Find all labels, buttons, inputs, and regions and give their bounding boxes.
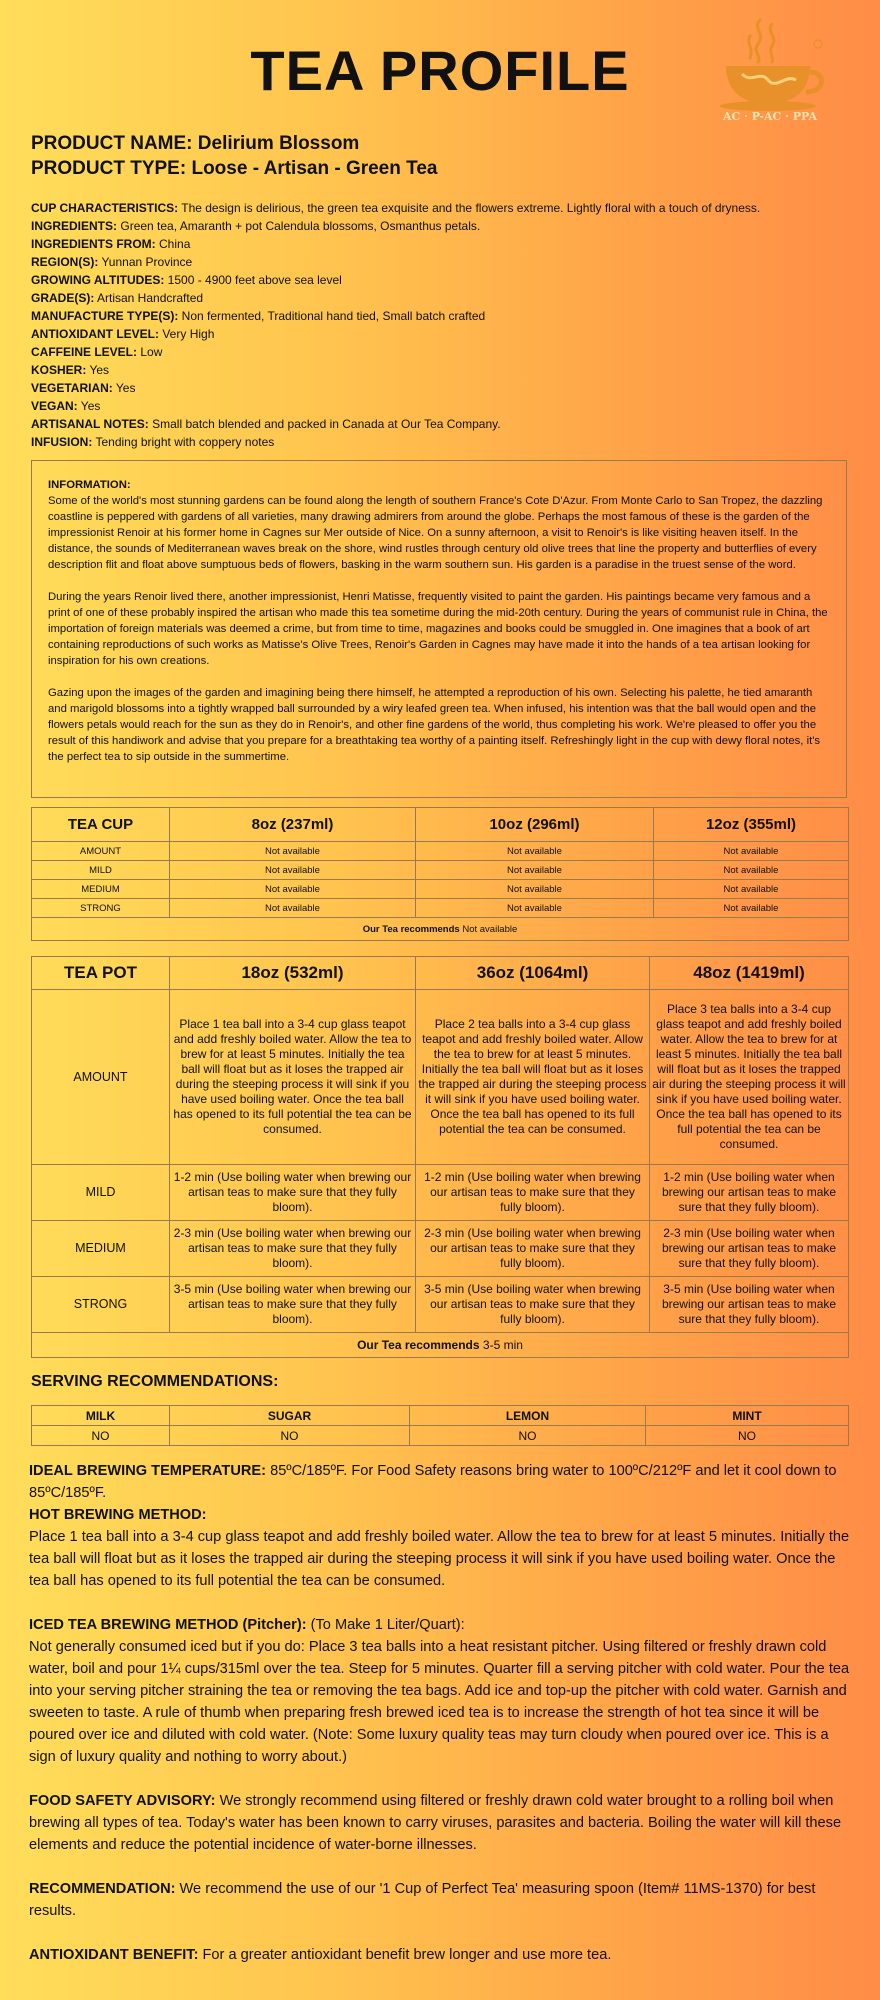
cell: Not available [654,899,849,918]
row-label: MILD [32,861,170,880]
cell: Place 1 tea ball into a 3-4 cup glass teapot and add freshly boiled water. Allow the tea to brew for at least 5 minutes. Initially the tea ball will float but as it loses the trapped air during the steeping process it will sink if you have used boiling water. Once the tea ball has opened to its full potential the tea can be consumed. [170,990,416,1165]
specs-list [31,199,851,451]
food-safety-advisory: FOOD SAFETY ADVISORY: We strongly recommend using filtered or freshly drawn cold water brought to a rolling boil when brewing all types of tea. Today's water has been known to carry viruses, parasites and bacteria. Boiling the water will kill these elements and reduce the potential incidence of water-borne illnesses. [29,1793,842,1853]
cell: Not available [654,880,849,899]
tea-pot-header: TEA POT [32,957,170,990]
serving-header: MILK [32,1406,170,1426]
serving-value: NO [646,1426,849,1446]
cell: 1-2 min (Use boiling water when brewing our artisan teas to make sure that they fully bloom). [650,1165,849,1221]
spec-line: ANTIOXIDANT LEVEL: Very High [31,327,215,341]
table-row [32,1406,849,1426]
product-block [31,131,437,181]
serving-header: LEMON [410,1406,646,1426]
teacup-logo-icon [708,14,832,124]
hot-brewing-text: Place 1 tea ball into a 3-4 cup glass teapot and add freshly boiled water. Allow the tea to brew for at least 5 minutes. Initially the tea ball will float but as it loses the trapped air during the steeping process it will sink if you have used boiling water. Once the tea ball has opened to its full potential the tea can be consumed. [29,1529,850,1589]
spec-line: REGION(S): Yunnan Province [31,255,193,269]
row-label: MEDIUM [32,880,170,899]
serving-value: NO [32,1426,170,1446]
spec-line: INFUSION: Tending bright with coppery notes [31,435,275,449]
cell: Not available [654,842,849,861]
tea-pot-table [31,956,849,1358]
spec-line: ARTISANAL NOTES: Small batch blended and packed in Canada at Our Tea Company. [31,417,501,431]
cell: Not available [416,899,654,918]
iced-brewing-text: Not generally consumed iced but if you do: Place 3 tea balls into a heat resistant pitcher. Using filtered or freshly drawn cold water, boil and pour 1¼ cups/315ml over the tea. Steep for 5 minutes. Quarter fill a serving pitcher with cold water. Pour the tea into your serving pitcher straining the tea or removing the tea bags. Add ice and top-up the pitcher with cold water. Garnish and sweeten to taste. A rule of thumb when preparing fresh brewed iced tea is to increase the strength of hot tea since it will be poured over ice and diluted with cold water. (Note: Some luxury quality teas may turn cloudy when poured over ice. This is a sign of luxury quality and nothing to worry about.) [29,1639,850,1765]
cell: Not available [416,880,654,899]
table-row [32,1277,849,1333]
cell: 3-5 min (Use boiling water when brewing our artisan teas to make sure that they fully bloom). [170,1277,416,1333]
spec-line: MANUFACTURE TYPE(S): Non fermented, Traditional hand tied, Small batch crafted [31,309,486,323]
cell: Not available [416,842,654,861]
cell: 1-2 min (Use boiling water when brewing our artisan teas to make sure that they fully bloom). [170,1165,416,1221]
size-header: 10oz (296ml) [416,808,654,842]
cell: Place 3 tea balls into a 3-4 cup glass teapot and add freshly boiled water. Allow the tea to brew for at least 5 minutes. Initially the tea ball will float but as it loses the trapped air during the steeping process it will sink if you have used boiling water. Once the tea ball has opened to its full potential the tea can be consumed. [650,990,849,1165]
tea-cup-table [31,807,849,941]
row-label: STRONG [32,1277,170,1333]
row-label: MILD [32,1165,170,1221]
logo-text: AC · P-AC · PPA [722,110,818,123]
table-row [32,899,849,918]
product-name: PRODUCT NAME: Delirium Blossom [31,133,360,154]
cell: 2-3 min (Use boiling water when brewing our artisan teas to make sure that they fully bloom). [416,1221,650,1277]
product-type: PRODUCT TYPE: Loose - Artisan - Green Tea [31,158,438,179]
information-box [31,460,847,798]
tea-cup-recommendation: Our Tea recommends Not available [32,918,849,941]
serving-table [31,1405,849,1446]
cell: 3-5 min (Use boiling water when brewing our artisan teas to make sure that they fully bloom). [416,1277,650,1333]
table-row [32,1221,849,1277]
serving-value: NO [170,1426,410,1446]
size-header: 18oz (532ml) [170,957,416,990]
cell: Not available [654,861,849,880]
spec-line: CUP CHARACTERISTICS: The design is delirious, the green tea exquisite and the flowers extreme. Lightly floral with a touch of dryness. [31,201,761,215]
size-header: 12oz (355ml) [654,808,849,842]
spec-line: VEGAN: Yes [31,399,101,413]
cell: Not available [170,861,416,880]
page-title: TEA PROFILE [250,39,630,102]
table-row [32,880,849,899]
information-paragraph: During the years Renoir lived there, another impressionist, Henri Matisse, frequently visited to paint the garden. His paintings became very famous and a print of one of these probably inspired the artisan who made this tea sometime during the mid-20th century. During the years of communist rule in China, the importation of foreign materials was deemed a crime, but from time to time, magazines and books could be smuggled in. One imagines that a book of art containing reproductions of such works as Matisse's Olive Trees, Renoir's Garden in Cagnes may have made it into the hands of a tea artisan looking for inspiration for his own creations. [48,591,828,667]
spec-line: GRADE(S): Artisan Handcrafted [31,291,204,305]
spec-line: INGREDIENTS FROM: China [31,237,191,251]
serving-heading: SERVING RECOMMENDATIONS: [31,1373,279,1390]
tea-pot-recommendation: Our Tea recommends 3-5 min [32,1333,849,1358]
recommendation: RECOMMENDATION: We recommend the use of our '1 Cup of Perfect Tea' measuring spoon (Item# 11MS-1370) for best results. [29,1881,816,1919]
row-label: AMOUNT [32,842,170,861]
information-paragraph: Gazing upon the images of the garden and imagining being there himself, he attempted a reproduction of his own. Selecting his palette, he tied amaranth and marigold blossoms into a tightly wrapped ball surrounded by a wiry leafed green tea. When infused, his intention was that the ball would open and the flowers petals would reach for the sun as they do in Renoir's, and other fine gardens of the world, thus completing his work. We're pleased to offer you the result of this handiwork and advise that you prepare for a breathtaking tea worthy of a painting itself. Refreshingly light in the cup with dewy floral notes, it's the perfect tea to sip outside in the summertime. [48,687,821,763]
table-row [32,842,849,861]
row-label: STRONG [32,899,170,918]
size-header: 36oz (1064ml) [416,957,650,990]
spec-line: CAFFEINE LEVEL: Low [31,345,163,359]
information-heading: INFORMATION: [48,479,131,491]
row-label: MEDIUM [32,1221,170,1277]
cell: Place 2 tea balls into a 3-4 cup glass teapot and add freshly boiled water. Allow the tea to brew for at least 5 minutes. Initially the tea ball will float but as it loses the trapped air during the steeping process it will sink if you have used boiling water. Once the tea ball has opened to its full potential the tea can be consumed. [416,990,650,1165]
cell: Not available [170,842,416,861]
spec-line: INGREDIENTS: Green tea, Amaranth + pot Calendula blossoms, Osmanthus petals. [31,219,481,233]
cell: 3-5 min (Use boiling water when brewing our artisan teas to make sure that they fully bloom). [650,1277,849,1333]
serving-header: SUGAR [170,1406,410,1426]
antioxidant-benefit: ANTIOXIDANT BENEFIT: For a greater antioxidant benefit brew longer and use more tea. [29,1947,612,1963]
serving-header: MINT [646,1406,849,1426]
hot-brewing-heading: HOT BREWING METHOD: [29,1507,207,1523]
table-row [32,1426,849,1446]
spec-line: GROWING ALTITUDES: 1500 - 4900 feet above sea level [31,273,342,287]
row-label: AMOUNT [32,990,170,1165]
size-header: 8oz (237ml) [170,808,416,842]
brewing-section [29,1460,853,1988]
size-header: 48oz (1419ml) [650,957,849,990]
cell: Not available [170,880,416,899]
iced-brewing-heading: ICED TEA BREWING METHOD (Pitcher): (To Make 1 Liter/Quart): [29,1617,465,1633]
serving-value: NO [410,1426,646,1446]
cell: 2-3 min (Use boiling water when brewing our artisan teas to make sure that they fully bloom). [170,1221,416,1277]
table-row [32,1165,849,1221]
table-row [32,990,849,1165]
table-row [32,861,849,880]
spec-line: KOSHER: Yes [31,363,110,377]
cell: 2-3 min (Use boiling water when brewing our artisan teas to make sure that they fully bloom). [650,1221,849,1277]
cell: Not available [416,861,654,880]
cell: 1-2 min (Use boiling water when brewing our artisan teas to make sure that they fully bloom). [416,1165,650,1221]
information-paragraph: Some of the world's most stunning gardens can be found along the length of southern France's Cote D'Azur. From Monte Carlo to San Tropez, the dazzling coastline is peppered with gardens of all varieties, many drawing admirers from around the globe. Perhaps the most famous of these is the garden of the impressionist Renoir at his former home in Cagnes sur Mer outside of Nice. On a sunny afternoon, a visit to Renoir's is like visiting heaven itself. In the distance, the sounds of Mediterranean waves break on the shore, wind rustles through century old olive trees that line the property and butterflies of every description flit and float above sumptuous beds of flowers, basking in the warm southern sun. His garden is a paradise in the truest sense of the word. [48,495,823,571]
cell: Not available [170,899,416,918]
brewing-temperature: IDEAL BREWING TEMPERATURE: 85ºC/185ºF. For Food Safety reasons bring water to 100ºC/212ºF and let it cool down to 85ºC/185ºF. [29,1463,837,1501]
tea-cup-header: TEA CUP [32,808,170,842]
spec-line: VEGETARIAN: Yes [31,381,136,395]
